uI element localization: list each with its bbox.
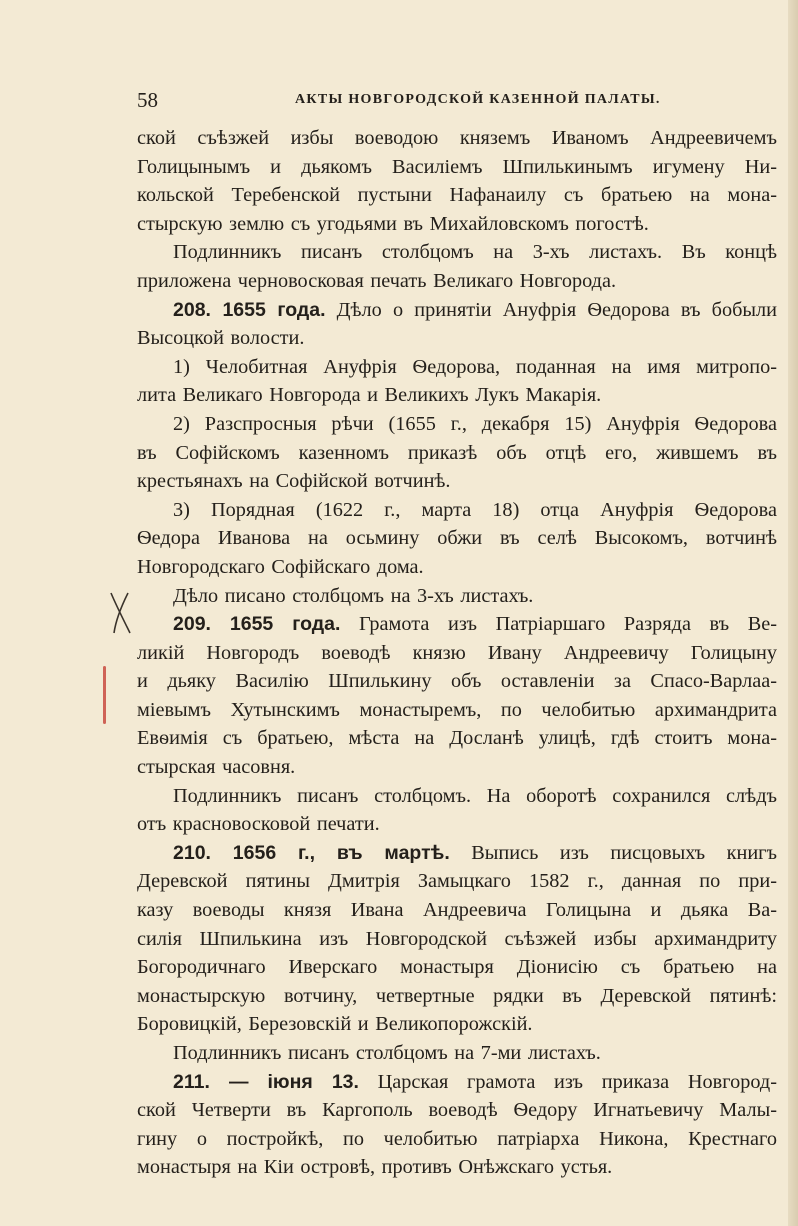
text-line: Подлинникъ писанъ столбцомъ на 7-ми листахъ. <box>173 1042 601 1064</box>
running-title: АКТЫ НОВГОРОДСКОЙ КАЗЕННОЙ ПАЛАТЫ. <box>295 92 661 107</box>
text-line: Подлинникъ писанъ столбцомъ на 3-хъ листахъ. Въ концѣ <box>173 241 777 264</box>
text-line: отъ красновосковой печати. <box>137 813 380 836</box>
document-body <box>137 124 777 1182</box>
text-line: казу воеводы князя Ивана Андреевича Голицына и дьяка Ва- <box>137 899 777 922</box>
entry-heading: 210. 1656 г., въ мартѣ. <box>173 841 450 864</box>
text-line: 3) Порядная (1622 г., марта 18) отца Ануфрія Ѳедорова <box>173 498 777 521</box>
text-line: 2) Разспросныя рѣчи (1655 г., декабря 15) Ануфрія Ѳедорова <box>173 412 777 435</box>
text-line: стырскую землю съ угодьями въ Михайловскомъ погостѣ. <box>137 212 649 235</box>
entry-heading: 209. 1655 года. <box>173 613 341 636</box>
text-line: силія Шпилькина изъ Новгородской съѣзжей избы архимандриту <box>137 927 777 950</box>
text-line: Боровицкій, Березовскій и Великопорожскій. <box>137 1013 533 1036</box>
text-line: монастыря на Кіи островѣ, противъ Онѣжскаго устья. <box>137 1156 613 1179</box>
text-line: кольской Теребенской пустыни Нафанаилу съ братьею на мона- <box>137 184 777 207</box>
text-line: ской съѣзжей избы воеводою княземъ Иваномъ Андреевичемъ <box>137 127 777 149</box>
entry-title: Выпись изъ писцовыхъ книгъ <box>449 841 777 864</box>
text-line: Подлинникъ писанъ столбцомъ. На оборотѣ сохранился слѣдъ <box>173 784 777 807</box>
text-line: Евѳимія съ братьею, мѣста на Досланѣ улицѣ, гдѣ стоитъ мона- <box>137 727 777 750</box>
text-line: Высоцкой волости. <box>137 327 305 350</box>
text-line: Деревской пятины Дмитрія Замыцкаго 1582 г., данная по при- <box>137 870 777 893</box>
entry-210-line <box>137 839 777 868</box>
text-line: стырская часовня. <box>137 756 296 779</box>
text-line: въ Софійскомъ казенномъ приказѣ объ отцѣ его, жившемъ въ <box>137 441 777 464</box>
entry-heading: 211. — іюня 13. <box>173 1070 359 1093</box>
page-header <box>137 88 777 114</box>
text-line: Дѣло писано столбцомъ на 3-хъ листахъ. <box>173 584 534 607</box>
text-line: приложена черновосковая печать Великаго Новгорода. <box>137 269 617 292</box>
text-line: Богородичнаго Иверскаго монастыря Діонисію съ братьею на <box>137 956 777 979</box>
entry-title: Грамота изъ Патріаршаго Разряда въ Ве- <box>340 613 777 636</box>
text-line: ской Четверти въ Каргополь воеводѣ Ѳедору Игнатьевичу Малы- <box>137 1099 777 1122</box>
text-line: ликій Новгородъ воеводѣ князю Ивану Андреевичу Голицыну <box>137 641 777 664</box>
text-line: Ѳедора Иванова на осьмину обжи въ селѣ Высокомъ, вотчинѣ <box>137 527 777 550</box>
text-line: 1) Челобитная Ануфрія Ѳедорова, поданная на имя митропо- <box>173 355 777 378</box>
page-number: 58 <box>137 88 158 112</box>
entry-title: Дѣло о принятіи Ануфрія Ѳедорова въ бобыли <box>325 298 778 321</box>
text-line: міевымъ Хутынскимъ монастыремъ, по челобитью архимандрита <box>137 698 777 721</box>
text-line: крестьянахъ на Софійской вотчинѣ. <box>137 470 451 493</box>
text-line: Голицынымъ и дьякомъ Василіемъ Шпилькинымъ игумену Ни- <box>137 155 777 178</box>
text-line: Новгородскаго Софійскаго дома. <box>137 555 424 578</box>
margin-cross-mark <box>108 591 134 640</box>
text-line: монастырскую вотчину, четвертные рядки въ Деревской пятинѣ: <box>137 984 777 1007</box>
entry-211-line <box>137 1068 777 1097</box>
page-edge <box>788 0 798 1226</box>
entry-title: Царская грамота изъ приказа Новгород- <box>358 1070 777 1093</box>
entry-heading: 208. 1655 года. <box>173 298 326 321</box>
text-line: гину о постройкѣ, по челобитью патріарха Никона, Крестнаго <box>137 1127 777 1150</box>
margin-red-line <box>103 666 106 724</box>
entry-208-line <box>137 296 777 325</box>
text-line: и дьяку Василію Шпилькину объ оставленіи за Спасо-Варлаа- <box>137 670 777 693</box>
entry-209-line <box>137 610 777 639</box>
text-line: лита Великаго Новгорода и Великихъ Лукъ Макарія. <box>137 384 602 407</box>
